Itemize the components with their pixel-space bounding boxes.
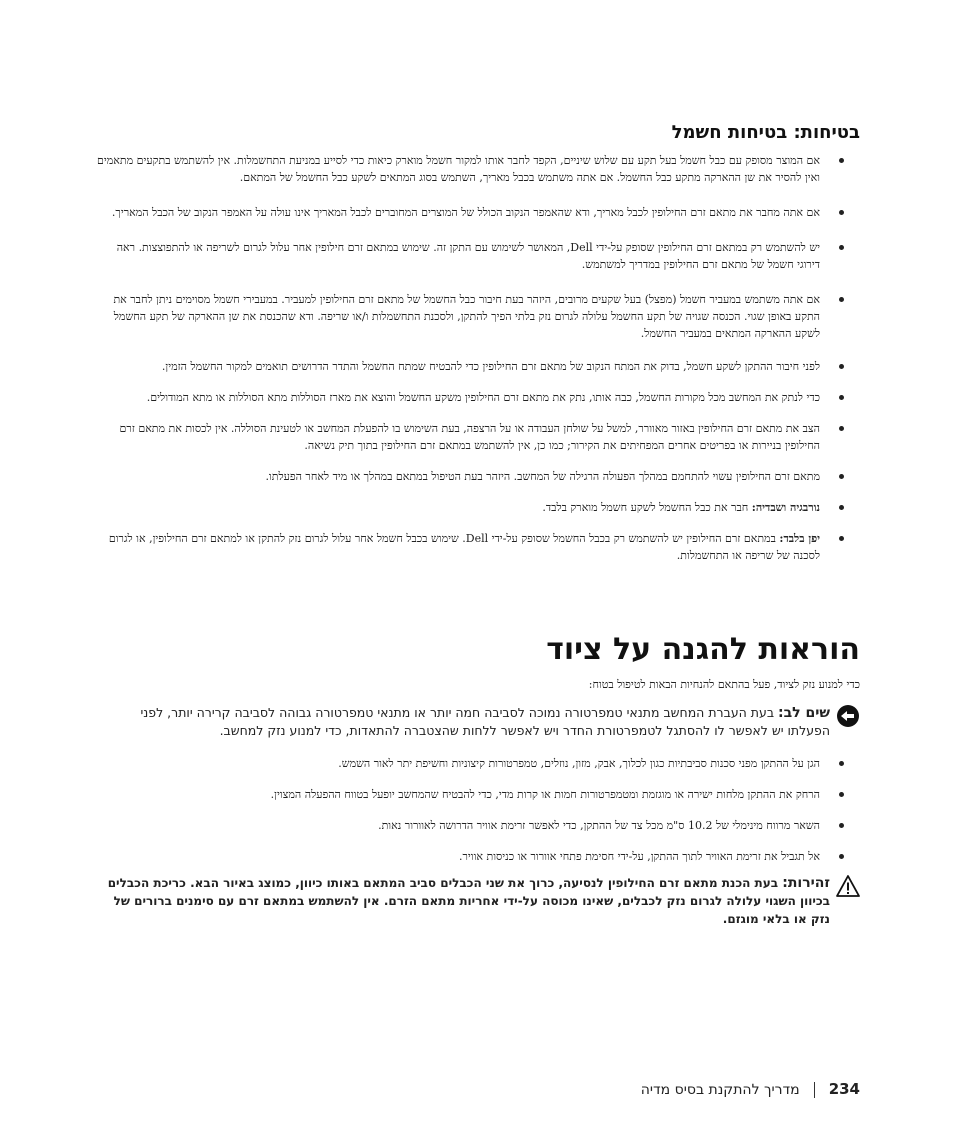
list-item: הרחק את ההתקן מלחות ישירה או מוגזמת ומטמפרטורות חמות או קרות מדי, כדי להבטיח שהמחשב יופעל בטווח ההפעלה המצוין. <box>96 786 860 803</box>
bullet-icon <box>839 245 844 250</box>
list-item: מתאם זרם החילופין עשוי להתחמם במהלך הפעולה הרגילה של המחשב. היזהר בעת הטיפול במתאם במהלך או מיד לאחר הפעלתו. <box>96 468 860 485</box>
bullet-icon <box>839 158 844 163</box>
list-item: אם אתה משתמש במעביר חשמל (מפצל) בעל שקעים מרובים, היזהר בעת חיבור כבל החשמל של מתאם זרם החילופין למעביר. במעבירי חשמל מסוימים ניתן לחבר את התקע באופן שגוי. הכנסה שגויה של תקע החשמל עלולה לגרום נזק בלתי הפיך להתקן, ולסכנת התחשמלות ו/או שריפה. ודא שהכנסת את שן ההארקה של תקע החשמל לשקע ההארקה המתאים במעביר החשמל. <box>96 291 860 342</box>
bullet-icon <box>839 210 844 215</box>
list-item: לפני חיבור ההתקן לשקע חשמל, בדוק את המתח הנקוב של מתאם זרם החילופין כדי להבטיח שמתח החשמל והתדר הדרושים תואמים למקור החשמל הזמין. <box>96 358 860 375</box>
page-footer <box>641 1080 860 1098</box>
list-item: כדי לנתק את המחשב מכל מקורות החשמל, כבה אותו, נתק את מתאם זרם החילופין משקע החשמל והוצא את מארז הסוללות מתא הסוללות או מתא המודולים. <box>96 389 860 406</box>
notice-icon <box>836 704 860 728</box>
caution-box <box>100 874 860 928</box>
bullet-icon <box>839 474 844 479</box>
list-item: השאר מרווח מינימלי של 10.2 ס"מ מכל צד של ההתקן, כדי לאפשר זרימת אוויר הדרושה לאוורור נאות. <box>96 817 860 834</box>
list-item: הצב את מתאם זרם החילופין באזור מאוורר, למשל על שולחן העבודה או על הרצפה, בעת השימוש בו להפעלת המחשב או לטעינת הסוללה. אין לכסות את מתאם זרם החילופין בניירות או בפריטים אחרים המפחיתים את הקירור; כמו כן, אין להשתמש במתאם זרם החילופין בתוך תיק נשיאה. <box>96 420 860 454</box>
bullet-icon <box>839 792 844 797</box>
bullet-icon <box>839 395 844 400</box>
electrical-safety-list <box>96 152 860 584</box>
list-item: יש להשתמש רק במתאם זרם החילופין שסופק על-ידי Dell, המאושר לשימוש עם התקן זה. שימוש במתאם זרם חילופין אחר עלול לגרום לשריפה או להתפוצצות. ראה דירוגי חשמל של מתאם זרם החילופין במדריך למשתמש. <box>96 239 860 273</box>
warning-triangle-icon <box>836 874 860 898</box>
page-title: הוראות להגנה על ציוד <box>546 632 860 667</box>
footer-divider <box>814 1082 815 1098</box>
bullet-icon <box>839 823 844 828</box>
notice-box <box>100 704 860 740</box>
list-item: אם המוצר מסופק עם כבל חשמל בעל תקע עם שלוש שיניים, הקפד לחבר אותו למקור חשמל מוארק כיאות כדי לסייע במניעת התחשמלות. אין להשתמש בתקעים מתאמים ואין להסיר את שן ההארקה מתקע כבל החשמל. אם אתה משתמש בכבל מאריך, השתמש בסוג המתאים לשקע כבל החשמל של המתאם. <box>96 152 860 186</box>
list-item: נורבגיה ושבדיה: חבר את כבל החשמל לשקע חשמל מוארק בלבד. <box>96 499 860 516</box>
page-number: 234 <box>828 1080 860 1098</box>
section-heading: בטיחות: בטיחות חשמל <box>671 122 860 143</box>
bullet-icon <box>839 297 844 302</box>
list-item: אם אתה מחבר את מתאם זרם החילופין לכבל מאריך, ודא שהאמפר הנקוב הכולל של המוצרים המחוברים לכבל המאריך אינו עולה על האמפר הנקוב של הכבל המאריך. <box>96 204 860 221</box>
bullet-icon <box>839 761 844 766</box>
bullet-icon <box>839 536 844 541</box>
bullet-icon <box>839 426 844 431</box>
protection-list <box>96 755 860 879</box>
notice-text: שים לב: בעת העברת המחשב מתנאי טמפרטורה נמוכה לסביבה חמה יותר או מתנאי טמפרטורה גבוהה לסביבה קרירה יותר, לפני הפעלתו יש לאפשר לו להסתגל לטמפרטורת החדר ויש לאפשר ללחות שהצטברה להתאדות, כדי למנוע נזק למחשב. <box>140 705 830 738</box>
list-item: אל תגביל את זרימת האוויר לתוך ההתקן, על-ידי חסימת פתחי אוורור או כניסות אוויר. <box>96 848 860 865</box>
list-item: יפן בלבד: במתאם זרם החילופין יש להשתמש רק בכבל החשמל שסופק על-ידי Dell. שימוש בכבל חשמל אחר עלול לגרום נזק להתקן או למתאם זרם החילופין, או לגרום לסכנה של שריפה או התחשמלות. <box>96 530 860 564</box>
intro-text: כדי למנוע נזק לציוד, פעל בהתאם להנחיות הבאות לטיפול בטוח: <box>588 678 860 691</box>
guide-title: מדריך להתקנת בסיס מדיה <box>640 1082 800 1098</box>
bullet-icon <box>839 364 844 369</box>
list-item: הגן על ההתקן מפני סכנות סביבתיות כגון לכלוך, אבק, מזון, נוזלים, טמפרטורות קיצוניות וחשיפת יתר לאור השמש. <box>96 755 860 772</box>
bullet-icon <box>839 505 844 510</box>
bullet-icon <box>839 854 844 859</box>
caution-text: זהירות: בעת הכנת מתאם זרם החילופין לנסיעה, כרוך את שני הכבלים סביב המתאם באותו כיוון, כמוצג באיור הבא. כריכת הכבלים בכיוון השגוי עלולה לגרום נזק לכבלים, שאינו מכוסה על-ידי אחריות מתאם הזרם. אין להשתמש במתאם זרם עם סימנים ברורים של נזק או בלאי מוגזם. <box>107 875 830 926</box>
